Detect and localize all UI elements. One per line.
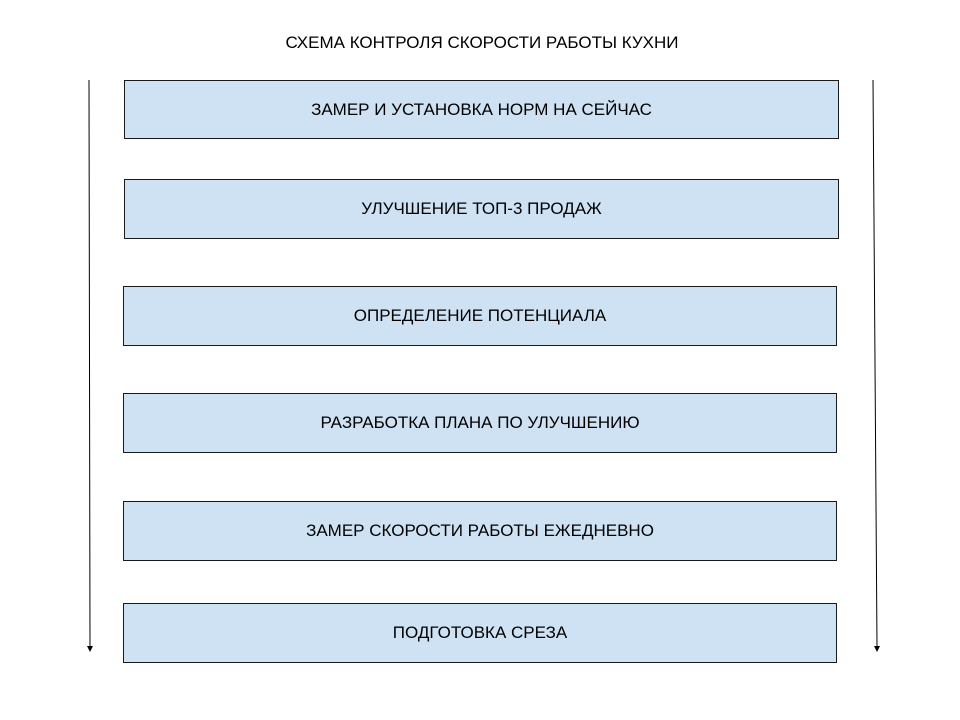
step-6-box (123, 603, 837, 663)
left-arrow-head (87, 646, 93, 652)
step-4-box (123, 393, 837, 453)
left-arrow-shaft (89, 80, 90, 646)
step-6-label: ПОДГОТОВКА СРЕЗА (392, 623, 568, 642)
step-1-box (124, 80, 839, 139)
left-down-arrow (80, 80, 100, 655)
step-2-box (124, 179, 839, 239)
step-5-label: ЗАМЕР СКОРОСТИ РАБОТЫ ЕЖЕДНЕВНО (306, 521, 654, 540)
right-arrow-head (874, 646, 880, 652)
diagram-title: СХЕМА КОНТРОЛЯ СКОРОСТИ РАБОТЫ КУХНИ (285, 33, 679, 52)
step-3-box (123, 286, 837, 346)
right-down-arrow (866, 80, 886, 655)
step-3-label: ОПРЕДЕЛЕНИЕ ПОТЕНЦИАЛА (353, 306, 607, 325)
step-4-label: РАЗРАБОТКА ПЛАНА ПО УЛУЧШЕНИЮ (320, 413, 640, 432)
step-2-label: УЛУЧШЕНИЕ ТОП-3 ПРОДАЖ (361, 199, 602, 218)
right-arrow-shaft (873, 80, 877, 646)
step-5-box (123, 501, 837, 561)
step-1-label: ЗАМЕР И УСТАНОВКА НОРМ НА СЕЙЧАС (311, 99, 652, 119)
